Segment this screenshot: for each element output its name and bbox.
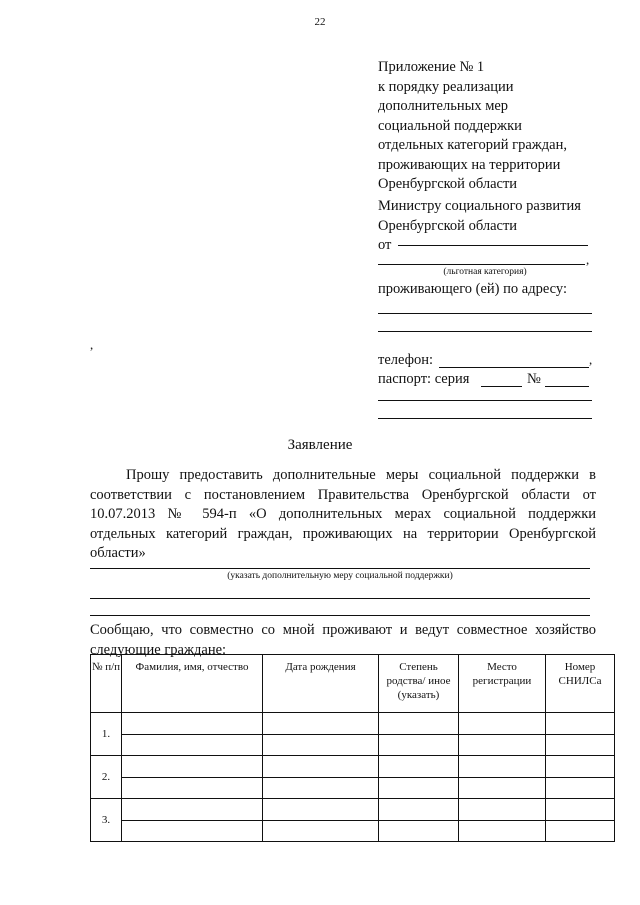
appendix-line: проживающих на территории [378,156,561,173]
table-cell[interactable] [546,734,615,756]
table-cell[interactable] [122,777,263,799]
measure-line-2[interactable] [90,598,590,599]
phone-comma: , [589,352,593,367]
appendix-line: социальной поддержки [378,117,522,134]
table-row [91,820,615,842]
addressee-line-2: Оренбургской области [378,217,518,234]
request-paragraph [90,466,596,564]
header-cell: № п/п [91,655,122,713]
passport-line-1[interactable] [378,400,592,401]
table-cell[interactable] [459,713,546,735]
measure-line-1[interactable] [90,568,590,569]
household-table [90,654,615,842]
table-cell[interactable] [379,734,459,756]
passport-series-field[interactable] [481,386,522,387]
table-cell[interactable] [263,734,379,756]
table-cell[interactable] [122,820,263,842]
appendix-line: Оренбургской области [378,176,518,192]
appendix-block [378,58,567,195]
household-paragraph: Сообщаю, что совместно со мной проживают и ведут совместное хозяйство следующие граждане: [90,622,596,658]
table-row [91,799,615,821]
stray-mark: , [90,337,94,352]
table-cell[interactable] [379,756,459,778]
table-row [91,756,615,778]
residing-label: проживающего (ей) по адресу: [378,281,567,297]
table-cell[interactable] [459,820,546,842]
appendix-line: Приложение № 1 [378,59,485,75]
appendix-line: отдельных категорий граждан, [378,137,567,153]
table-cell[interactable] [459,756,546,778]
phone-label: телефон: [378,352,434,368]
table-cell[interactable] [459,777,546,799]
table-cell[interactable] [263,777,379,799]
passport-line-2[interactable] [378,418,592,419]
table-cell[interactable] [122,756,263,778]
category-caption: (льготная категория) [443,267,527,277]
table-cell[interactable] [459,734,546,756]
request-text: Прошу предоставить дополнительные меры социальной поддержки в соответствии с постановлением Правительства Оренбургской области от 10.07.2013 № 594-п «О дополнительных мерах социальной поддержки отдельных категорий граждан, проживающих на территории Оренбургской области» [90,467,596,561]
row-number: 2. [91,756,122,799]
table-cell[interactable] [263,799,379,821]
document-title: Заявление [287,437,353,453]
appendix-line: дополнительных мер [378,98,509,114]
table-cell[interactable] [379,713,459,735]
measure-line-3[interactable] [90,615,590,616]
table-cell[interactable] [379,777,459,799]
address-line-2[interactable] [378,331,592,332]
passport-number-field[interactable] [545,386,589,387]
row-number: 1. [91,713,122,756]
from-label: от [378,237,392,253]
addressee-block [378,197,581,256]
header-cell: Дата рождения [263,655,379,713]
from-field-line[interactable] [398,245,588,246]
header-cell: Степень родства/ иное (указать) [379,655,459,713]
header-cell: Место регистрации [459,655,546,713]
table-row [91,734,615,756]
row-number: 3. [91,799,122,842]
table-cell[interactable] [379,820,459,842]
header-cell: Фамилия, имя, отчество [122,655,263,713]
table-cell[interactable] [459,799,546,821]
addressee-line-1: Министру социального развития [378,198,581,214]
table-cell[interactable] [122,799,263,821]
table-cell[interactable] [546,820,615,842]
table-cell[interactable] [263,820,379,842]
table-row [91,713,615,735]
table-cell[interactable] [546,756,615,778]
phone-field-line[interactable] [439,367,589,368]
table-cell[interactable] [546,777,615,799]
measure-caption: (указать дополнительную меру социальной поддержки) [227,571,453,581]
passport-number-label: № [527,371,541,387]
passport-series-label: паспорт: серия [378,371,470,387]
header-cell: Номер СНИЛСа [546,655,615,713]
appendix-line: к порядку реализации [378,78,514,95]
table-cell[interactable] [546,799,615,821]
table-row [91,777,615,799]
table-cell[interactable] [263,713,379,735]
table-cell[interactable] [546,713,615,735]
table-cell[interactable] [122,734,263,756]
address-line-1[interactable] [378,313,592,314]
page-number: 22 [314,16,326,28]
table-cell[interactable] [379,799,459,821]
table-header-row [91,655,615,713]
table-cell[interactable] [263,756,379,778]
category-comma: , [586,252,590,267]
table-cell[interactable] [122,713,263,735]
category-field-line[interactable] [378,264,585,265]
